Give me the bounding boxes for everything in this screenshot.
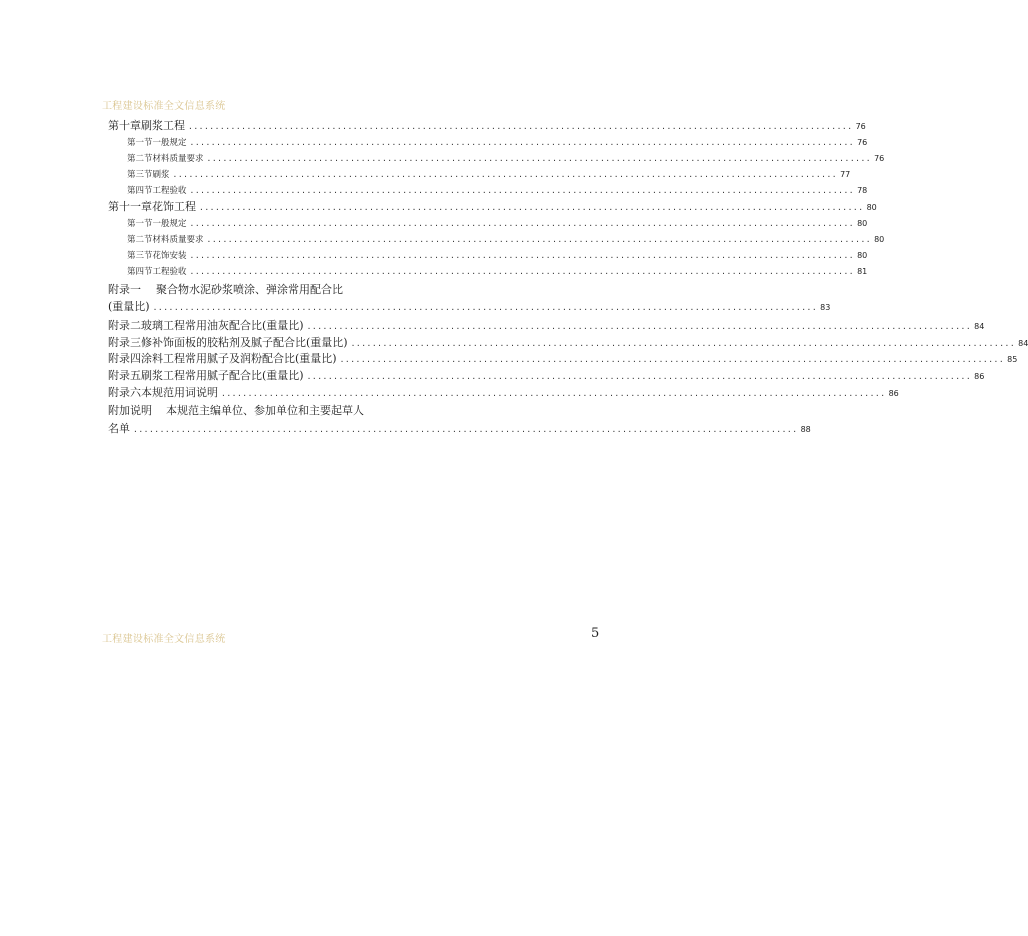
toc-label: 第十章 [108, 119, 141, 132]
watermark-top: 工程建设标准全文信息系统 [102, 101, 226, 112]
toc-entry-appendix-6 [108, 384, 899, 400]
toc-page: 80 [874, 235, 885, 244]
toc-leader: ............................................................................................................................. [199, 203, 864, 212]
toc-leader: ............................................................................................................................. [339, 355, 1005, 364]
toc-leader: ............................................................................................................................. [221, 389, 886, 398]
toc-title: 本规范主编单位、参加单位和主要起草人 [166, 404, 364, 417]
toc-leader: ............................................................................................................................. [188, 122, 853, 131]
toc-label: 附录三 [108, 336, 141, 349]
toc-title-continuation: 名单 [108, 422, 130, 435]
toc-entry-section [127, 168, 851, 180]
toc-title: 一般规定 [152, 138, 187, 148]
toc-page: 81 [857, 267, 868, 276]
toc-title: 刷浆工程常用腻子配合比(重量比) [141, 369, 304, 382]
toc-title: 聚合物水泥砂浆喷涂、弹涂常用配合比 [156, 283, 343, 296]
toc-label: 第十一章 [108, 200, 152, 213]
toc-entry-section [127, 249, 868, 261]
toc-label: 第二节 [127, 154, 153, 164]
toc-label: 第二节 [127, 235, 153, 245]
toc-entry-appendix-1-continuation [108, 298, 831, 314]
toc-page: 80 [866, 203, 877, 212]
toc-entry-section [127, 265, 868, 277]
toc-entry-appendix-5 [108, 367, 985, 383]
toc-entry-section [127, 184, 868, 196]
toc-leader: ............................................................................................................................. [189, 251, 855, 260]
toc-leader: ............................................................................................................................. [189, 138, 855, 147]
toc-leader: ............................................................................................................................. [189, 267, 855, 276]
toc-label: 第三节 [127, 251, 153, 261]
toc-entry-section [127, 136, 868, 148]
toc-entry-chapter-11 [108, 198, 877, 214]
toc-page: 76 [857, 138, 868, 147]
toc-label: 第三节 [127, 170, 153, 180]
toc-page: 78 [857, 186, 868, 195]
page-number: 5 [591, 626, 600, 641]
toc-page: 80 [857, 251, 868, 260]
toc-entry-additional-note-continuation [108, 420, 811, 436]
toc-leader: ............................................................................................................................. [189, 219, 855, 228]
toc-entry-section [127, 152, 885, 164]
toc-title: 工程验收 [152, 267, 187, 277]
toc-entry-appendix-3 [108, 334, 1028, 350]
toc-label: 附录二 [108, 319, 141, 332]
toc-page: 88 [800, 425, 811, 434]
toc-label: 第四节 [127, 186, 153, 196]
toc-page: 86 [888, 389, 899, 398]
toc-label: 附录六 [108, 386, 141, 399]
toc-entry-appendix-4 [108, 350, 1018, 366]
toc-label: 附加说明 [108, 404, 152, 417]
toc-title: 涂料工程常用腻子及润粉配合比(重量比) [141, 352, 337, 365]
toc-title: 玻璃工程常用油灰配合比(重量比) [141, 319, 304, 332]
toc-title: 花饰安装 [152, 251, 187, 261]
toc-title: 刷浆 [152, 170, 170, 180]
toc-label: 附录一 [108, 283, 141, 296]
toc-page: 84 [974, 322, 985, 331]
toc-leader: ............................................................................................................................. [306, 372, 972, 381]
toc-label: 附录四 [108, 352, 141, 365]
toc-leader: ............................................................................................................................. [172, 170, 838, 179]
toc-title: 修补饰面板的胶粘剂及腻子配合比(重量比) [141, 336, 348, 349]
toc-label: 附录五 [108, 369, 141, 382]
toc-entry-chapter-10 [108, 117, 866, 133]
toc-page: 84 [1018, 339, 1028, 348]
toc-entry-appendix-1 [108, 281, 434, 297]
toc-entry-section [127, 217, 868, 229]
toc-label: 第四节 [127, 267, 153, 277]
toc-page: 85 [1007, 355, 1018, 364]
toc-leader: ............................................................................................................................. [306, 322, 972, 331]
toc-entry-section [127, 233, 885, 245]
toc-title: 花饰工程 [152, 200, 196, 213]
toc-entry-additional-note [108, 402, 434, 418]
toc-title: 一般规定 [152, 219, 187, 229]
toc-label: 第一节 [127, 138, 153, 148]
toc-leader: ............................................................................................................................. [133, 425, 798, 434]
toc-leader: ............................................................................................................................. [350, 339, 1016, 348]
toc-page: 77 [840, 170, 851, 179]
toc-title: 工程验收 [152, 186, 187, 196]
toc-page: 80 [857, 219, 868, 228]
toc-page: 76 [874, 154, 885, 163]
toc-leader: ............................................................................................................................. [189, 186, 855, 195]
toc-leader: ............................................................................................................................. [206, 154, 872, 163]
toc-label: 第一节 [127, 219, 153, 229]
toc-page: 83 [820, 303, 831, 312]
toc-title: 刷浆工程 [141, 119, 185, 132]
toc-leader: ............................................................................................................................. [206, 235, 872, 244]
toc-page: 76 [855, 122, 866, 131]
toc-title: 本规范用词说明 [141, 386, 218, 399]
toc-title: 材料质量要求 [152, 154, 204, 164]
toc-entry-appendix-2 [108, 317, 985, 333]
toc-title-continuation: (重量比) [108, 300, 150, 313]
watermark-bottom: 工程建设标准全文信息系统 [102, 634, 226, 645]
toc-leader: ............................................................................................................................. [152, 303, 818, 312]
toc-page: 86 [974, 372, 985, 381]
toc-title: 材料质量要求 [152, 235, 204, 245]
